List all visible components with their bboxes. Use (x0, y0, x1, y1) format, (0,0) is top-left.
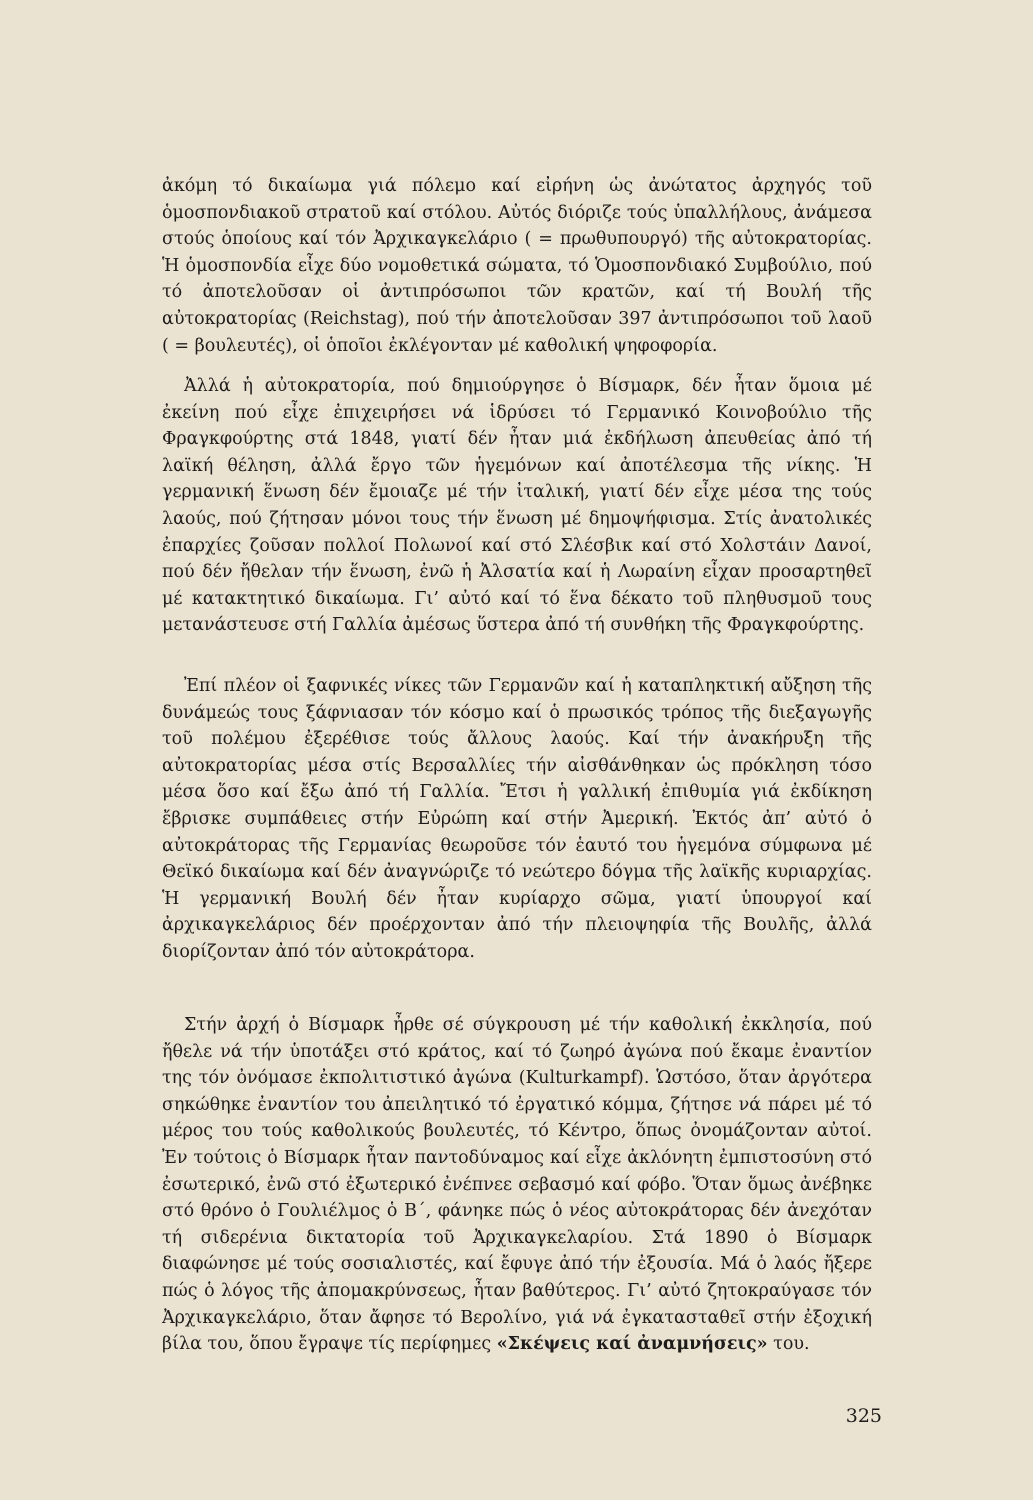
paragraph-4-tail: του. (767, 1334, 810, 1355)
paragraph-4 (162, 1012, 872, 1358)
paragraph-1-text: ἀκόμη τό δικαίωμα γιά πόλεμο καί εἰρήνη ὡς ἀνώτατος ἀρχηγός τοῦ ὁμοσπονδιακοῦ στρατοῦ καί στόλου. Αὐτός διόριζε τούς ὑπαλλήλους, ἀνάμεσα στούς ὁποίους καί τόν Ἀρχικαγκελάριο ( = πρωθυπουργό) τῆς αὐτοκρατορίας. Ἡ ὁμοσπονδία εἶχε δύο νομοθετικά σώματα, τό Ὁμοσπονδιακό Συμβούλιο, πού τό ἀποτελοῦσαν οἱ ἀντιπρόσωποι τῶν κρατῶν, καί τή Βουλή τῆς αὐτοκρατορίας (Reichstag), πού τήν ἀποτελοῦσαν 397 ἀντιπρόσωποι τοῦ λαοῦ ( = βουλευτές), οἱ ὁποῖοι ἐκλέγονταν μέ καθολική ψηφοφορία. (162, 176, 872, 356)
paragraph-4-text (162, 1012, 872, 1358)
paragraph-2 (162, 373, 872, 639)
paragraph-2-text: Ἀλλά ἡ αὐτοκρατορία, πού δημιούργησε ὁ Βίσμαρκ, δέν ἦταν ὅμοια μέ ἐκείνη πού εἶχε ἐπιχειρήσει νά ἱδρύσει τό Γερμανικό Κοινοβούλιο τῆς Φραγκφούρτης στά 1848, γιατί δέν ἦταν μιά ἐκδήλωση ἀπευθείας ἀπό τή λαϊκή θέληση, ἀλλά ἔργο τῶν ἡγεμόνων καί ἀποτέλεσμα τῆς νίκης. Ἡ γερμανική ἕνωση δέν ἔμοιαζε μέ τήν ἰταλική, γιατί δέν εἶχε μέσα της τούς λαούς, πού ζήτησαν μόνοι τους τήν ἕνωση μέ δημοψήφισμα. Στίς ἀνατολικές ἐπαρχίες ζοῦσαν πολλοί Πολωνοί καί στό Σλέσβικ καί στό Χολστάιν Δανοί, πού δέν ἤθελαν τήν ἕνωση, ἐνῶ ἡ Ἀλσατία καί ἡ Λωραίνη εἶχαν προσαρτηθεῖ μέ κατακτητικό δικαίωμα. Γι’ αὐτό καί τό ἕνα δέκατο τοῦ πληθυσμοῦ τους μετανάστευσε στή Γαλλία ἀμέσως ὕστερα ἀπό τή συνθήκη τῆς Φραγκφούρτης. (162, 376, 872, 636)
paragraph-1 (162, 173, 872, 359)
memoir-title: «Σκέψεις καί ἀναμνήσεις» (496, 1334, 768, 1355)
page-number: 325 (845, 1405, 882, 1427)
paragraph-4-body: Στήν ἀρχή ὁ Βίσμαρκ ἦρθε σέ σύγκρουση μέ τήν καθολική ἐκκλησία, πού ἤθελε νά τήν ὑποτάξει στό κράτος, καί τό ζωηρό ἀγώνα πού ἔκαμε ἐναντίον της τόν ὀνόμασε ἐκπολιτιστικό ἀγώνα (Kulturkampf). Ὡστόσο, ὅταν ἀργότερα σηκώθηκε ἐναντίον του ἀπειλητικό τό ἐργατικό κόμμα, ζήτησε νά πάρει μέ τό μέρος του τούς καθολικούς βουλευτές, τό Κέντρο, ὅπως ὀνομάζονταν αὐτοί. Ἐν τούτοις ὁ Βίσμαρκ ἦταν παντοδύναμος καί εἶχε ἀκλόνητη ἐμπιστοσύνη στό ἐσωτερικό, ἐνῶ στό ἐξωτερικό ἐνέπνεε σεβασμό καί φόβο. Ὅταν ὅμως ἀνέβηκε στό θρόνο ὁ Γουλιέλμος ὁ Β΄, φάνηκε πώς ὁ νέος αὐτοκράτορας δέν ἀνεχόταν τή σιδερένια δικτατορία τοῦ Ἀρχικαγκελαρίου. Στά 1890 ὁ Βίσμαρκ διαφώνησε μέ τούς σοσιαλιστές, καί ἔφυγε ἀπό τήν ἐξουσία. Μά ὁ λαός ἤξερε πώς ὁ λόγος τῆς ἀπομακρύνσεως, ἦταν βαθύτερος. Γι’ αὐτό ζητοκραύγασε τόν Ἀρχικαγκελάριο, ὅταν ἄφησε τό Βερολίνο, γιά νά ἐγκατασταθεῖ στήν ἐξοχική βίλα του, ὅπου ἔγραψε τίς περίφημες (162, 1015, 872, 1355)
paragraph-3 (162, 673, 872, 966)
paragraph-3-text: Ἐπί πλέον οἱ ξαφνικές νίκες τῶν Γερμανῶν καί ἡ καταπληκτική αὔξηση τῆς δυνάμεώς τους ξάφνιασαν τόν κόσμο καί ὁ πρωσικός τρόπος τῆς διεξαγωγῆς τοῦ πολέμου ἐξερέθισε τούς ἄλλους λαούς. Καί τήν ἀνακήρυξη τῆς αὐτοκρατορίας μέσα στίς Βερσαλλίες τήν αἰσθάνθηκαν ὡς πρόκληση τόσο μέσα ὅσο καί ἔξω ἀπό τή Γαλλία. Ἔτσι ἡ γαλλική ἐπιθυμία γιά ἐκδίκηση ἔβρισκε συμπάθειες στήν Εὐρώπη καί στήν Ἀμερική. Ἐκτός ἀπ’ αὐτό ὁ αὐτοκράτορας τῆς Γερμανίας θεωροῦσε τόν ἑαυτό του ἡγεμόνα σύμφωνα μέ Θεϊκό δικαίωμα καί δέν ἀναγνώριζε τό νεώτερο δόγμα τῆς λαϊκῆς κυριαρχίας. Ἡ γερμανική Βουλή δέν ἦταν κυρίαρχο σῶμα, γιατί ὑπουργοί καί ἀρχικαγκελάριος δέν προέρχονταν ἀπό τήν πλειοψηφία τῆς Βουλῆς, ἀλλά διορίζονταν ἀπό τόν αὐτοκράτορα. (162, 676, 872, 962)
